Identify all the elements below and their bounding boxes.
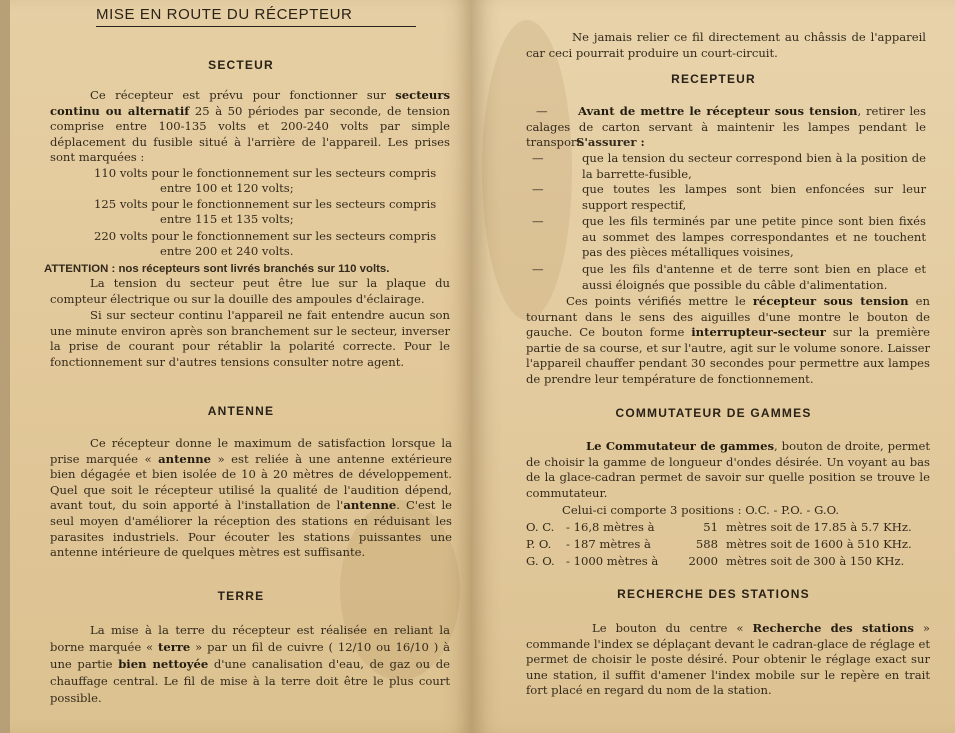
tension-paragraph: La tension du secteur peut être lue sur la plaque du compteur électrique ou sur la douille des ampoules d'éclairage.: [50, 276, 450, 306]
plug-220: 220 volts pour le fonctionnement sur les secteurs compris entre 200 et 240 volts.: [94, 229, 437, 259]
check-item: que les fils terminés par une petite pince sont bien fixés au sommet des lampes correspondantes et ne touchent pas des pièces métalliques voisines,: [582, 214, 926, 260]
top-warning-text: Ne jamais relier ce fil directement au châssis de l'appareil car ceci pourrait produire un court-circuit.: [526, 30, 926, 60]
dash-bullet: —: [532, 214, 544, 228]
check-item: que la tension du secteur correspond bien à la position de la barrette-fusible,: [582, 151, 926, 181]
dash-bullet: —: [532, 151, 544, 165]
section-heading-secteur: SECTEUR: [208, 58, 274, 72]
dash-bullet: —: [532, 262, 544, 276]
check-item: que les fils d'antenne et de terre sont bien en place et aussi éloignés que possible du câble d'alimentation.: [582, 262, 926, 292]
terre-paragraph: La mise à la terre du récepteur est réalisée en reliant la borne marquée « terre » par un fil de cuivre ( 12/10 ou 16/10 ) à une partie bien nettoyée d'une canalisation d'eau, de gaz ou de chauffage central. Le fil de mise à la terre doit être le plus court possible.: [50, 623, 450, 705]
section-heading-antenne: ANTENNE: [207, 404, 275, 418]
antenne-paragraph: Ce récepteur donne le maximum de satisfaction lorsque la prise marquée « antenne » est reliée à une antenne extérieure bien dégagée et bien isolée de 10 à 20 mètres de développement. Quel que soit le récepteur utilisé la qualité de l'audition dépend, avant tout, du soin apporté à l'installation de l'antenne. C'est le seul moyen d'améliorer la réception des stations en réduisant les parasites industriels. Pour écouter les stations puissantes une antenne intérieure de quelques mètres est suffisante.: [50, 436, 453, 560]
dash-bullet: —: [532, 182, 544, 196]
positions-line: Celui-ci comporte 3 positions : O.C. - P.O. - G.O.: [562, 503, 840, 517]
page-title: MISE EN ROUTE DU RÉCEPTEUR: [96, 6, 416, 27]
commutateur-paragraph: Le Commutateur de gammes, bouton de droite, permet de choisir la gamme de longueur d'ondes désirée. Un voyant au bas de la glace-cadran permet de savoir sur quelle position se trouve le commutateur.: [526, 439, 930, 500]
section-heading-commutateur: COMMUTATEUR DE GAMMES: [615, 406, 812, 420]
dash-bullet: —: [536, 104, 548, 118]
section-heading-terre: TERRE: [217, 589, 265, 603]
plug-125: 125 volts pour le fonctionnement sur les secteurs compris entre 115 et 135 volts;: [94, 197, 437, 227]
attention-notice: ATTENTION : nos récepteurs sont livrés branchés sur 110 volts.: [44, 263, 390, 275]
check-item: que toutes les lampes sont bien enfoncées sur leur support respectif,: [582, 182, 926, 212]
plug-110: 110 volts pour le fonctionnement sur les secteurs compris entre 100 et 120 volts;: [94, 166, 437, 196]
paper-stain: [482, 20, 572, 320]
section-heading-recherche: RECHERCHE DES STATIONS: [617, 587, 810, 601]
avant-paragraph: Avant de mettre le récepteur sous tension, retirer les calages de carton servant à maintenir les lampes pendant le transport.: [526, 104, 926, 150]
recherche-paragraph: Le bouton du centre « Recherche des stations » commande l'index se déplaçant devant le cadran-glace de réglage et permet de choisir le poste désiré. Pour obtenir le réglage exact sur une station, il suffit d'amener l'index mobile sur le repère en trait fort placé en regard du nom de la station.: [526, 621, 931, 698]
section-heading-recepteur: RECEPTEUR: [671, 72, 756, 86]
left-page: [10, 0, 472, 733]
continu-paragraph: Si sur secteur continu l'appareil ne fait entendre aucun son une minute environ après son branchement sur le secteur, inverser la prise de courant pour rétablir la polarité correcte. Pour le fonctionnement sur d'autres tensions consulter notre agent.: [50, 308, 450, 369]
range-row-po: P. O. - 187 mètres à 588 mètres soit de 1600 à 510 KHz.: [526, 537, 912, 551]
mise-sous-tension-paragraph: Ces points vérifiés mettre le récepteur sous tension en tournant dans le sens des aiguilles d'une montre le bouton de gauche. Ce bouton forme interrupteur-secteur sur la première partie de sa course, et sur l'autre, agit sur le volume sonore. Laisser l'appareil chauffer pendant 30 secondes pour permettre aux lampes de prendre leur température de fonctionnement.: [526, 294, 930, 386]
right-page: [472, 0, 955, 733]
range-row-oc: O. C. - 16,8 mètres à 51 mètres soit de 17.85 à 5.7 KHz.: [526, 520, 912, 534]
sassurer-label: S'assurer :: [576, 135, 645, 149]
secteur-intro: Ce récepteur est prévu pour fonctionner sur secteurs continu ou alternatif 25 à 50 périodes par seconde, de tension comprise entre 100-135 volts et 200-240 volts par simple déplacement du fusible situé à l'arrière de l'appareil. Les prises sont marquées :: [50, 88, 450, 165]
range-row-go: G. O. - 1000 mètres à 2000 mètres soit de 300 à 150 KHz.: [526, 554, 905, 568]
